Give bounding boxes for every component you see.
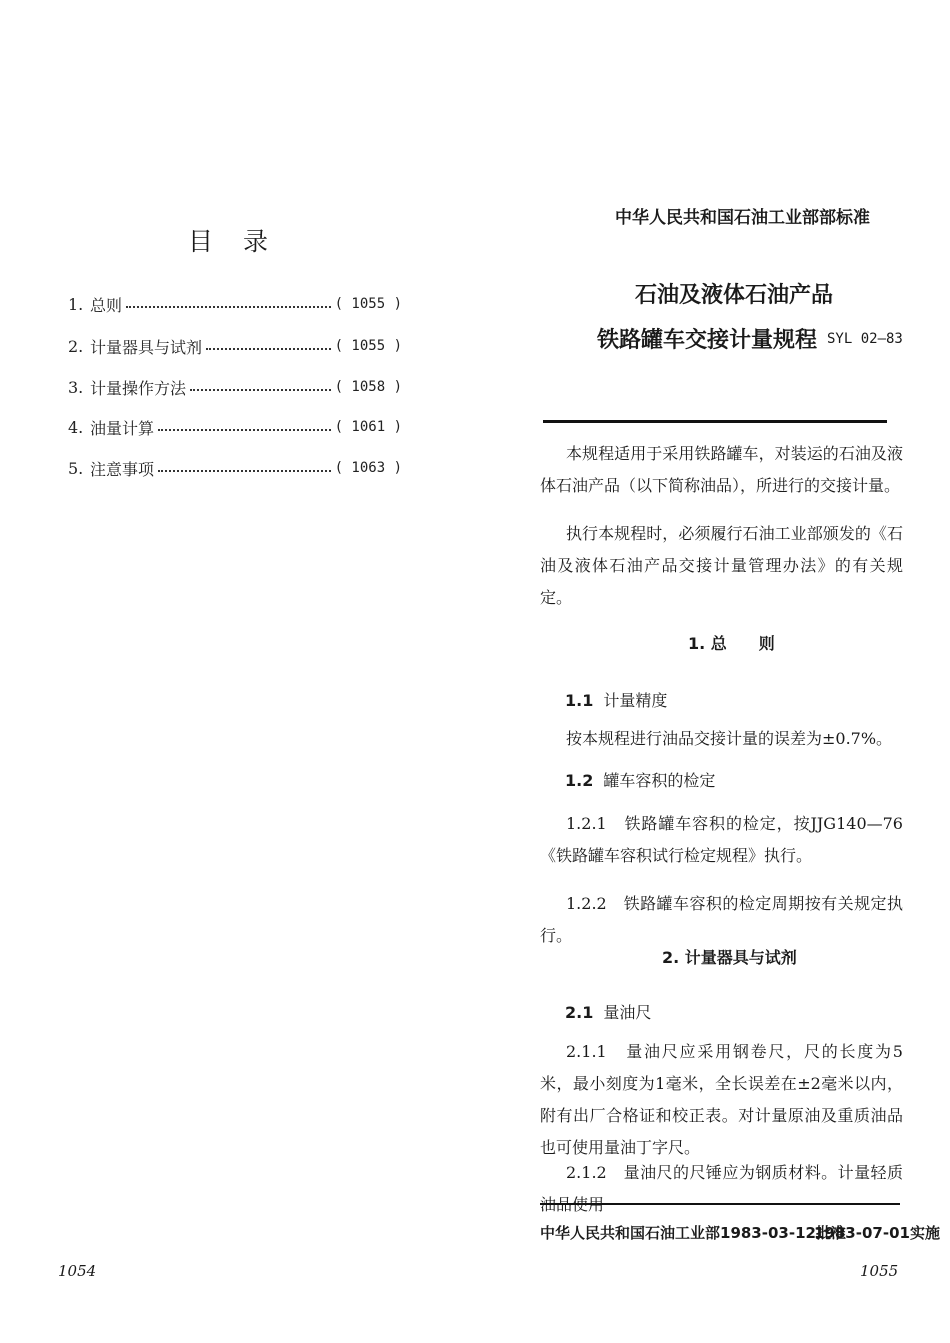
toc-entry-2[interactable] [68, 334, 402, 358]
toc-title-char-2: 录 [243, 227, 269, 256]
toc-leader-dots [158, 470, 331, 472]
toc-entry-page: ( 1055 ) [334, 296, 402, 312]
toc-entry-page: ( 1058 ) [334, 379, 402, 395]
toc-entry-5[interactable] [68, 456, 402, 480]
clause-2-1-2: 2.1.2 量油尺的尺锤应为钢质材料。计量轻质 [566, 1163, 903, 1182]
section-1-heading: 1. 总 则 [688, 634, 775, 653]
toc-entry-number: 4. [68, 417, 84, 437]
toc-entry-page: ( 1063 ) [334, 460, 402, 476]
header-divider [543, 420, 887, 423]
toc-leader-dots [190, 389, 331, 391]
subsection-1-2-heading [565, 768, 715, 791]
toc-leader-dots [126, 306, 331, 308]
subsection-number: 1.2 [565, 771, 594, 790]
toc-leader-dots [158, 429, 331, 431]
toc-entry-label: 计量操作方法 [90, 378, 187, 398]
effective-date: 1983-07-01实施 [814, 1224, 940, 1242]
right-page-number: 1055 [860, 1262, 899, 1280]
toc-entry-number: 1. [68, 294, 84, 314]
toc-entry-page: ( 1061 ) [334, 419, 402, 435]
subsection-1-1-heading [565, 688, 667, 711]
subsection-2-1-heading [565, 1000, 651, 1023]
toc-entry-number: 2. [68, 336, 84, 356]
clause-2-1-1: 2.1.1 量油尺应采用钢卷尺，尺的长度为5米，最小刻度为1毫米，全长误差在±2毫米以内，附有出厂合格证和校正表。对计量原油及重质油品也可使用量油丁字尺。 [540, 1042, 903, 1157]
approval-line: 中华人民共和国石油工业部1983-03-12批准 [540, 1224, 846, 1242]
subsection-number: 1.1 [565, 691, 594, 710]
clause-1-2-1: 1.2.1 铁路罐车容积的检定，按JJG140—76《铁路罐车容积试行检定规程》执行。 [540, 814, 903, 865]
toc-entry-3[interactable] [68, 375, 402, 399]
document-title-line-1: 石油及液体石油产品 [635, 283, 834, 308]
subsection-number: 2.1 [565, 1003, 594, 1022]
toc-leader-dots [206, 348, 331, 350]
toc-title-char-1: 目 [188, 227, 214, 256]
left-page-number: 1054 [58, 1262, 97, 1280]
toc-entry-label: 注意事项 [90, 459, 155, 479]
subsection-title: 量油尺 [603, 1003, 652, 1022]
standard-code: SYL 02—83 [827, 331, 903, 347]
toc-entry-1[interactable] [68, 292, 402, 316]
document-title-line-2: 铁路罐车交接计量规程 [597, 328, 818, 353]
footer-divider [540, 1203, 900, 1205]
toc-entry-page: ( 1055 ) [334, 338, 402, 354]
subsection-1-1-text: 按本规程进行油品交接计量的误差为±0.7%。 [566, 729, 893, 748]
toc-entry-label: 总则 [90, 295, 123, 315]
standard-organization: 中华人民共和国石油工业部部标准 [615, 208, 870, 228]
section-2-heading: 2. 计量器具与试剂 [662, 948, 797, 967]
toc-entry-number: 3. [68, 377, 84, 397]
intro-paragraph-1: 本规程适用于采用铁路罐车，对装运的石油及液体石油产品（以下简称油品），所进行的交接计量。 [540, 444, 903, 495]
toc-entry-number: 5. [68, 458, 84, 478]
subsection-title: 罐车容积的检定 [603, 771, 716, 790]
toc-entry-label: 油量计算 [90, 418, 155, 438]
toc-title [188, 222, 268, 258]
clause-1-2-2: 1.2.2 铁路罐车容积的检定周期按有关规定执行。 [540, 894, 903, 945]
subsection-title: 计量精度 [603, 691, 668, 710]
toc-entry-label: 计量器具与试剂 [90, 337, 203, 357]
toc-entry-4[interactable] [68, 415, 402, 439]
intro-paragraph-2: 执行本规程时，必须履行石油工业部颁发的《石油及液体石油产品交接计量管理办法》的有关规定。 [540, 524, 903, 607]
